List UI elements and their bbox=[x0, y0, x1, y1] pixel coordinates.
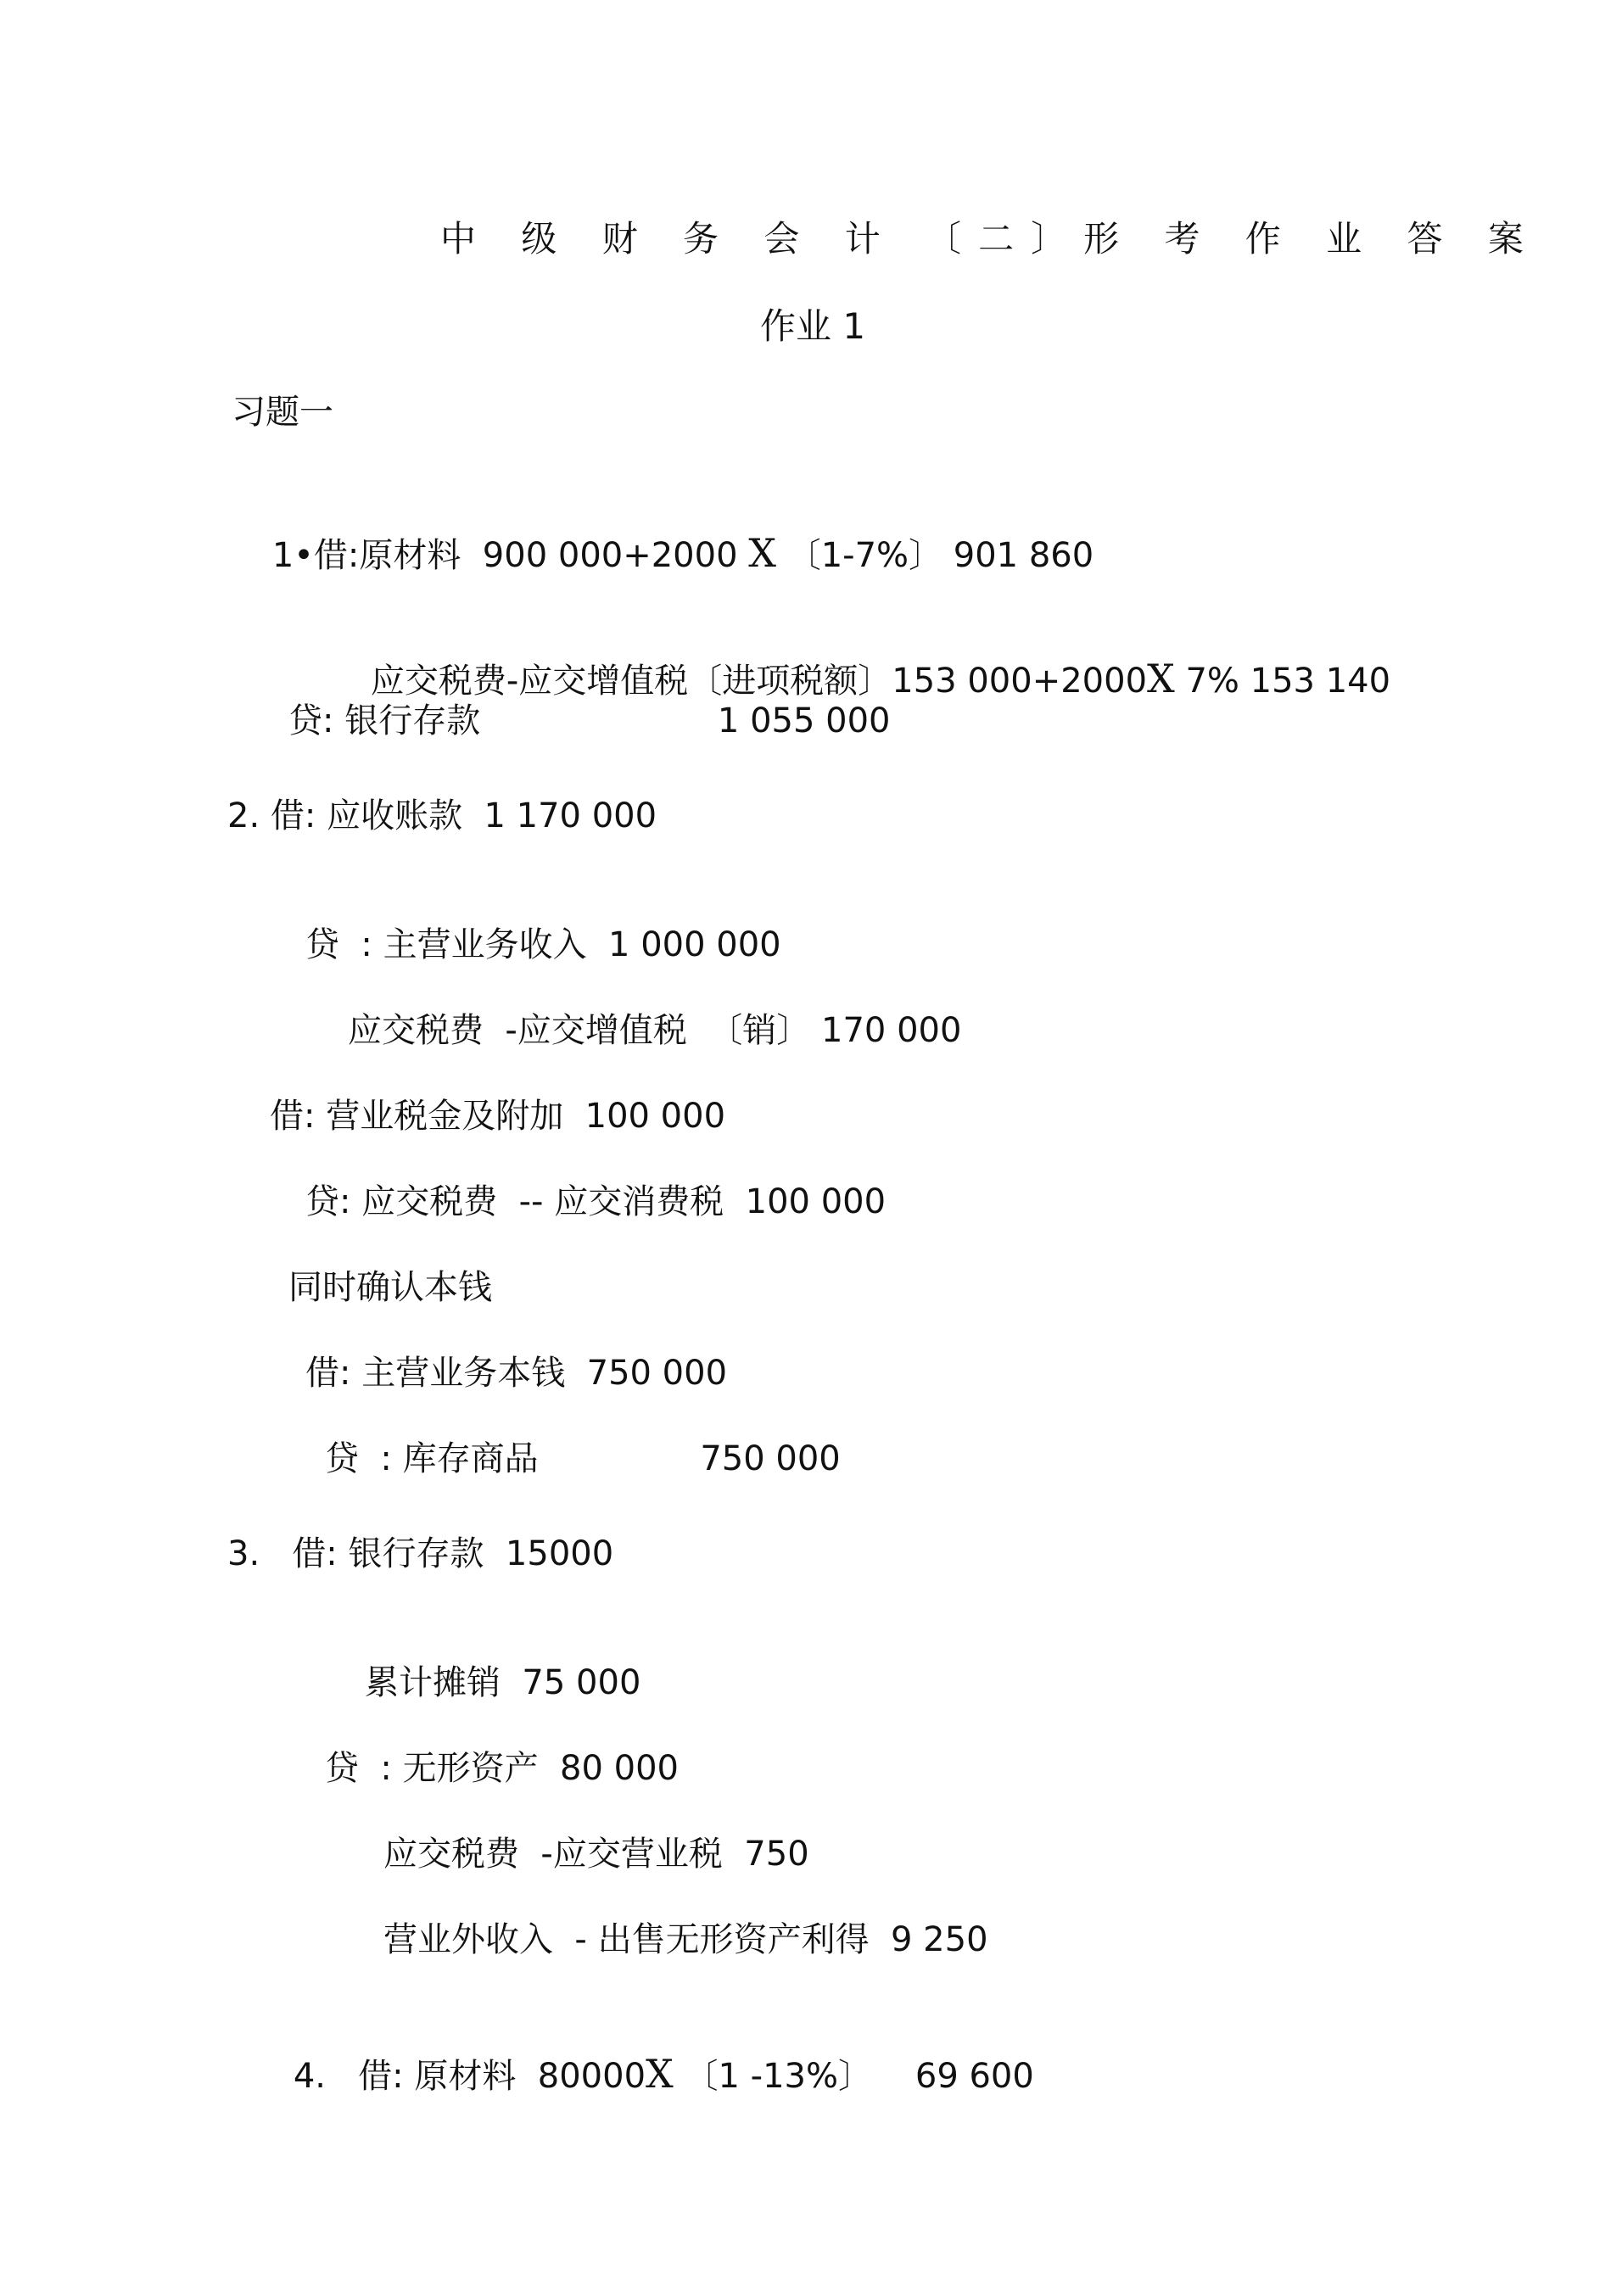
multiply-sign: X bbox=[646, 2051, 674, 2097]
entry-line-13: 累计摊销 75 000 bbox=[365, 1663, 641, 1702]
multiply-sign: X bbox=[748, 530, 776, 576]
entry-line-17-text: 4. 借: 原材料 80000 bbox=[293, 2057, 646, 2096]
entry-line-5: 贷 : 主营业务收入 1 000 000 bbox=[305, 925, 781, 964]
entry-line-1 bbox=[229, 492, 1093, 617]
entry-line-17-tail: 〔1 -13%〕 69 600 bbox=[673, 2057, 1034, 2096]
entry-line-17 bbox=[250, 2013, 1034, 2137]
document-title: 中 级 财 务 会 计 〔二〕形 考 作 业 答 案 bbox=[440, 218, 1541, 260]
entry-line-16: 营业外收入 - 出售无形资产利得 9 250 bbox=[383, 1920, 988, 1959]
entry-line-6: 应交税费 -应交增值税 〔销〕 170 000 bbox=[348, 1011, 962, 1050]
entry-line-7: 借: 营业税金及附加 100 000 bbox=[270, 1097, 726, 1136]
assignment-heading: 作业 1 bbox=[760, 305, 866, 347]
section-heading: 习题一 bbox=[232, 393, 333, 432]
entry-line-1-tail: 〔1-7%〕 901 860 bbox=[776, 536, 1094, 575]
entry-line-12: 3. 借: 银行存款 15000 bbox=[227, 1534, 614, 1573]
entry-line-9: 同时确认本钱 bbox=[288, 1268, 492, 1307]
entry-line-2-tail: 7% 153 140 bbox=[1174, 662, 1391, 701]
entry-line-8: 贷: 应交税费 -- 应交消费税 100 000 bbox=[305, 1182, 887, 1221]
entry-line-1-text: 1•借:原材料 900 000+2000 bbox=[271, 536, 749, 575]
multiply-sign: X bbox=[1147, 656, 1175, 701]
entry-line-2-text: 应交税费-应交增值税〔进项税额〕153 000+2000 bbox=[370, 662, 1148, 701]
entry-line-11: 贷 : 库存商品 750 000 bbox=[325, 1439, 841, 1478]
entry-line-14: 贷 : 无形资产 80 000 bbox=[325, 1749, 680, 1788]
entry-line-10: 借: 主营业务本钱 750 000 bbox=[305, 1354, 728, 1393]
entry-line-15: 应交税费 -应交营业税 750 bbox=[383, 1835, 809, 1874]
entry-line-4: 2. 借: 应收账款 1 170 000 bbox=[227, 796, 657, 835]
entry-line-3: 贷: 银行存款 1 055 000 bbox=[288, 701, 891, 740]
